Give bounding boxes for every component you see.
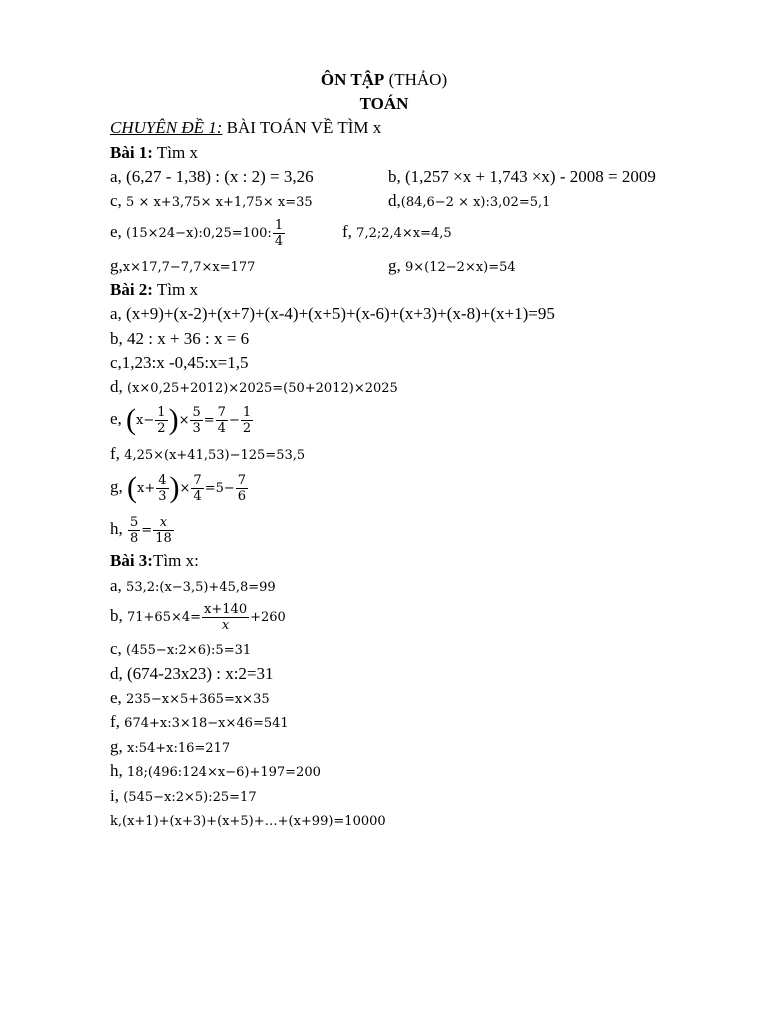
bai2-h: h, $\frac{5}{8}$ = $\frac{x}{18}$ xyxy=(110,514,172,546)
bai2-g: g, (x+ $\frac{4}{3}$ )× $\frac{7}{4}$ =5− $\frac{7}{6}$ xyxy=(110,471,247,505)
bai1-c: c, 5 × x+3,75× x+1,75× x=35 xyxy=(110,191,313,210)
bai2-d: d, (x×0,25+2012)×2025=(50+2012)×2025 xyxy=(110,377,398,396)
bai3-b: b, 71+65×4= $\frac{x+140}{x}$ +260 xyxy=(110,601,286,633)
bai3-a: a, 53,2:(x−3,5)+45,8=99 xyxy=(110,576,276,595)
bai3-e: e, 235−x×5+365=x×35 xyxy=(110,688,270,707)
bai1-b: b, (1,257 ×x + 1,743 ×x) - 2008 = 2009 xyxy=(388,167,656,186)
page-title: ÔN TẬP (THẢO) xyxy=(320,70,448,89)
bai3-d: d, (674-23x23) : x:2=31 xyxy=(110,664,274,683)
bai2-heading: Bài 2: Tìm x xyxy=(110,280,199,299)
bai3-i: i, (545−x:2×5):25=17 xyxy=(110,786,257,805)
bai2-f: f, 4,25×(x+41,53)−125=53,5 xyxy=(110,444,306,463)
bai1-e: e, (15×24−x):0,25=100: $\frac{1}{4}$ xyxy=(110,217,284,249)
topic-heading: CHUYÊN ĐỀ 1: BÀI TOÁN VỀ TÌM x xyxy=(110,118,382,137)
bai3-g: g, x:54+x:16=217 xyxy=(110,737,231,756)
bai1-g: g,x×17,7−7,7×x=177 xyxy=(110,256,256,275)
bai1-g2: g, 9×(12−2×x)=54 xyxy=(388,256,516,275)
bai2-e: e, (x− $\frac{1}{2}$ )× $\frac{5}{3}$ = $\frac{7}{4}$ − $\frac{1}{2}$ xyxy=(110,403,252,437)
bai1-f: f, 7,2;2,4×x=4,5 xyxy=(342,222,452,241)
bai1-a: a, (6,27 - 1,38) : (x : 2) = 3,26 xyxy=(110,167,314,186)
bai2-a: a, (x+9)+(x-2)+(x+7)+(x-4)+(x+5)+(x-6)+(x+3)+(x-8)+(x+1)=95 xyxy=(110,304,555,323)
bai3-k: k,(x+1)+(x+3)+(x+5)+…+(x+99)=10000 xyxy=(110,814,386,829)
bai3-heading: Bài 3:Tìm x: xyxy=(110,551,199,570)
bai3-f: f, 674+x:3×18−x×46=541 xyxy=(110,712,289,731)
bai3-h: h, 18;(496:124×x−6)+197=200 xyxy=(110,761,321,780)
bai2-c: c,1,23:x -0,45:x=1,5 xyxy=(110,353,249,372)
bai1-heading: Bài 1: Tìm x xyxy=(110,143,199,162)
subject-title: TOÁN xyxy=(359,94,409,113)
bai3-c: c, (455−x:2×6):5=31 xyxy=(110,639,252,658)
bai1-d: d,(84,6−2 × x):3,02=5,1 xyxy=(388,191,551,210)
bai2-b: b, 42 : x + 36 : x = 6 xyxy=(110,329,250,348)
